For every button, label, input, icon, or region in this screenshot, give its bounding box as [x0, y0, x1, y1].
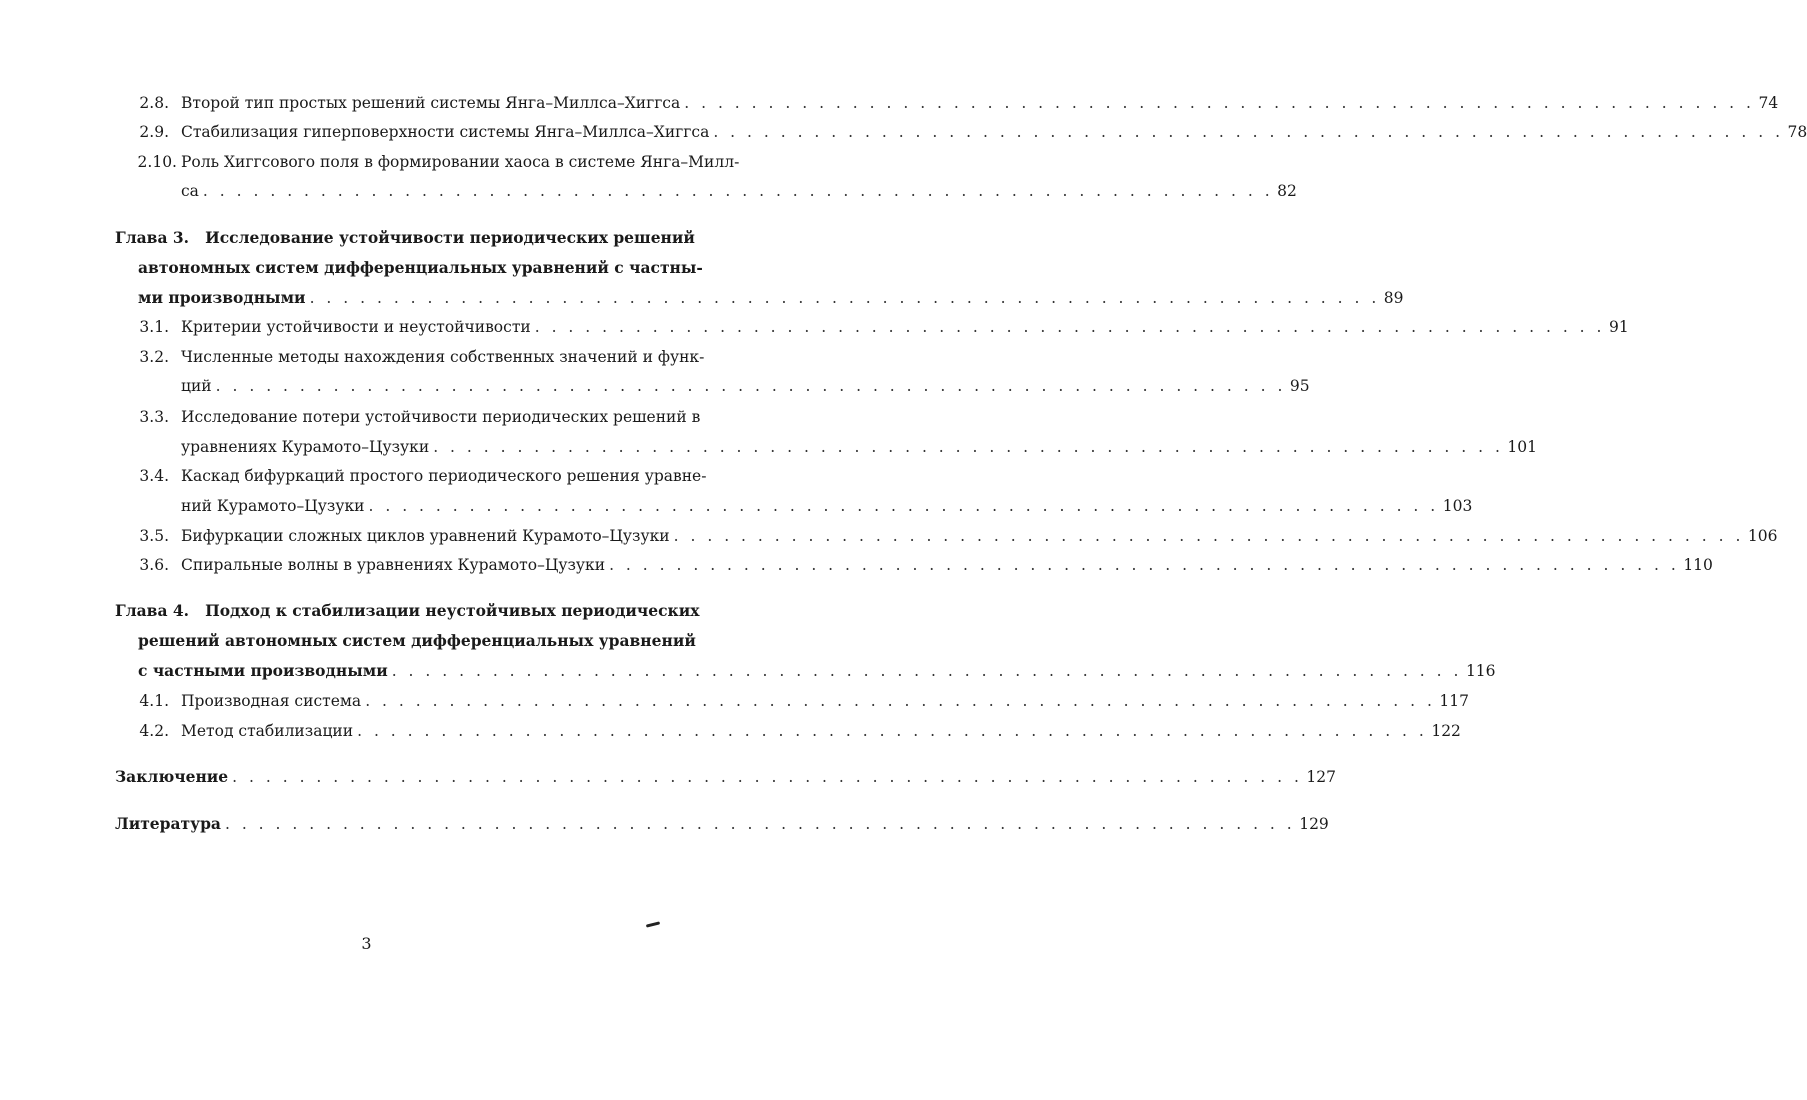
- dot-leader: . . . . . . . . . . . . . . . . . . . . . . . . . . . . . . . . . . . . . . . . . . . . . . . . . . . . . . . . . . . . . . . .: [357, 722, 1428, 740]
- section-number: 2.8.: [139, 94, 169, 112]
- chapter-3-heading[interactable]: [115, 228, 695, 248]
- toc-entry-3-2[interactable]: [135, 347, 705, 367]
- section-title: Критерии устойчивости и неустойчивости: [181, 318, 531, 336]
- dot-leader: . . . . . . . . . . . . . . . . . . . . . . . . . . . . . . . . . . . . . . . . . . . . . . . . . . . . . . . . . . . . . . . .: [684, 94, 1755, 112]
- pen-mark: [646, 921, 660, 927]
- page-ref: 129: [1299, 815, 1329, 833]
- page-ref: 122: [1431, 722, 1461, 740]
- page-ref: 117: [1439, 692, 1470, 710]
- page-ref: 89: [1383, 289, 1404, 307]
- dot-leader: . . . . . . . . . . . . . . . . . . . . . . . . . . . . . . . . . . . . . . . . . . . . . . . . . . . . . . . . . . . . . . . .: [433, 438, 1504, 456]
- section-title-cont: уравнениях Курамото–Цузуки: [181, 438, 430, 456]
- chapter-3-heading-end[interactable]: [138, 288, 1404, 308]
- chapter-title-end: с частными производными: [138, 661, 388, 680]
- toc-entry-conclusion[interactable]: [115, 767, 1336, 787]
- chapter-4-heading-end[interactable]: [138, 661, 1496, 681]
- dot-leader: . . . . . . . . . . . . . . . . . . . . . . . . . . . . . . . . . . . . . . . . . . . . . . . . . . . . . . . . . . . . . . . .: [609, 556, 1680, 574]
- dot-leader: . . . . . . . . . . . . . . . . . . . . . . . . . . . . . . . . . . . . . . . . . . . . . . . . . . . . . . . . . . . . . . . .: [713, 123, 1784, 141]
- toc-entry-3-6[interactable]: [135, 555, 1713, 575]
- section-title-cont: ций: [181, 377, 212, 395]
- section-title: Исследование потери устойчивости периодических решений в: [181, 408, 701, 426]
- page-ref: 127: [1306, 768, 1336, 786]
- chapter-title-cont: решений автономных систем дифференциальных уравнений: [138, 631, 696, 650]
- chapter-label: Глава 4.: [115, 601, 190, 620]
- section-number: 3.2.: [139, 348, 169, 366]
- toc-entry-3-4-cont[interactable]: [181, 496, 1473, 516]
- dot-leader: . . . . . . . . . . . . . . . . . . . . . . . . . . . . . . . . . . . . . . . . . . . . . . . . . . . . . . . . . . . . . . . .: [202, 182, 1274, 200]
- page-ref: 82: [1277, 182, 1297, 200]
- section-title: Бифуркации сложных циклов уравнений Курамото–Цузуки: [181, 527, 670, 545]
- toc-entry-2-10-cont[interactable]: [181, 181, 1297, 201]
- section-number: 3.4.: [139, 467, 169, 485]
- section-title: Производная система: [181, 692, 362, 710]
- literature-title: Литература: [115, 814, 221, 833]
- dot-leader: . . . . . . . . . . . . . . . . . . . . . . . . . . . . . . . . . . . . . . . . . . . . . . . . . . . . . . . . . . . . . . . .: [365, 692, 1436, 710]
- toc-entry-3-4[interactable]: [135, 466, 707, 486]
- section-number: 3.5.: [139, 527, 169, 545]
- toc-entry-2-8[interactable]: [135, 93, 1779, 113]
- section-title-cont: ний Курамото–Цузуки: [181, 497, 365, 515]
- toc-entry-3-2-cont[interactable]: [181, 376, 1310, 396]
- dot-leader: . . . . . . . . . . . . . . . . . . . . . . . . . . . . . . . . . . . . . . . . . . . . . . . . . . . . . . . . . . . . . . . .: [673, 527, 1744, 545]
- page-ref: 95: [1289, 377, 1310, 395]
- dot-leader: . . . . . . . . . . . . . . . . . . . . . . . . . . . . . . . . . . . . . . . . . . . . . . . . . . . . . . . . . . . . . . . .: [309, 289, 1380, 307]
- page-ref: 110: [1683, 556, 1713, 574]
- section-number: 2.9.: [139, 123, 169, 141]
- chapter-title-end: ми производными: [138, 288, 306, 307]
- section-title-cont: са: [181, 182, 199, 200]
- section-number: 2.10.: [137, 153, 177, 171]
- page-ref: 116: [1465, 662, 1496, 680]
- section-title: Роль Хиггсового поля в формировании хаоса в системе Янга–Милл-: [181, 153, 740, 171]
- toc-entry-literature[interactable]: [115, 814, 1329, 834]
- chapter-4-heading[interactable]: [115, 601, 700, 621]
- dot-leader: . . . . . . . . . . . . . . . . . . . . . . . . . . . . . . . . . . . . . . . . . . . . . . . . . . . . . . . . . . . . . . . .: [391, 662, 1462, 680]
- chapter-title: Исследование устойчивости периодических решений: [205, 228, 695, 247]
- toc-entry-3-3-cont[interactable]: [181, 437, 1538, 457]
- dot-leader: . . . . . . . . . . . . . . . . . . . . . . . . . . . . . . . . . . . . . . . . . . . . . . . . . . . . . . . . . . . . . . . .: [224, 815, 1296, 833]
- toc-entry-3-1[interactable]: [135, 317, 1629, 337]
- page-ref: 91: [1608, 318, 1629, 336]
- dot-leader: . . . . . . . . . . . . . . . . . . . . . . . . . . . . . . . . . . . . . . . . . . . . . . . . . . . . . . . . . . . . . . . .: [215, 377, 1286, 395]
- conclusion-title: Заключение: [115, 767, 229, 786]
- section-title: Второй тип простых решений системы Янга–Миллса–Хиггса: [181, 94, 681, 112]
- dot-leader: . . . . . . . . . . . . . . . . . . . . . . . . . . . . . . . . . . . . . . . . . . . . . . . . . . . . . . . . . . . . . . . .: [368, 497, 1439, 515]
- section-number: 3.6.: [139, 556, 169, 574]
- dot-leader: . . . . . . . . . . . . . . . . . . . . . . . . . . . . . . . . . . . . . . . . . . . . . . . . . . . . . . . . . . . . . . . .: [232, 768, 1303, 786]
- section-number: 3.3.: [139, 408, 169, 426]
- section-number: 4.2.: [139, 722, 169, 740]
- section-title: Каскад бифуркаций простого периодического решения уравне-: [181, 467, 707, 485]
- page-ref: 78: [1787, 123, 1807, 141]
- section-title: Стабилизация гиперповерхности системы Янга–Миллса–Хиггса: [181, 123, 710, 141]
- toc-entry-2-10[interactable]: [135, 152, 740, 172]
- page-ref: 74: [1758, 94, 1779, 112]
- chapter-3-heading-cont: [138, 258, 703, 278]
- page-ref: 101: [1507, 438, 1538, 456]
- chapter-title: Подход к стабилизации неустойчивых периодических: [205, 601, 700, 620]
- toc-entry-3-5[interactable]: [135, 526, 1778, 546]
- chapter-4-heading-cont: [138, 631, 696, 651]
- page-ref: 103: [1442, 497, 1473, 515]
- toc-entry-2-9[interactable]: [135, 122, 1807, 142]
- toc-entry-4-2[interactable]: [135, 721, 1461, 741]
- section-title: Метод стабилизации: [181, 722, 354, 740]
- toc-entry-3-3[interactable]: [135, 407, 701, 427]
- dot-leader: . . . . . . . . . . . . . . . . . . . . . . . . . . . . . . . . . . . . . . . . . . . . . . . . . . . . . . . . . . . . . . . .: [534, 318, 1605, 336]
- chapter-title-cont: автономных систем дифференциальных уравнений с частны-: [138, 258, 703, 277]
- section-number: 4.1.: [139, 692, 169, 710]
- section-title: Численные методы нахождения собственных значений и функ-: [181, 348, 705, 366]
- toc-entry-4-1[interactable]: [135, 691, 1470, 711]
- section-number: 3.1.: [139, 318, 169, 336]
- page-number: 3: [361, 934, 372, 953]
- page-ref: 106: [1747, 527, 1778, 545]
- section-title: Спиральные волны в уравнениях Курамото–Цузуки: [181, 556, 606, 574]
- chapter-label: Глава 3.: [115, 228, 190, 247]
